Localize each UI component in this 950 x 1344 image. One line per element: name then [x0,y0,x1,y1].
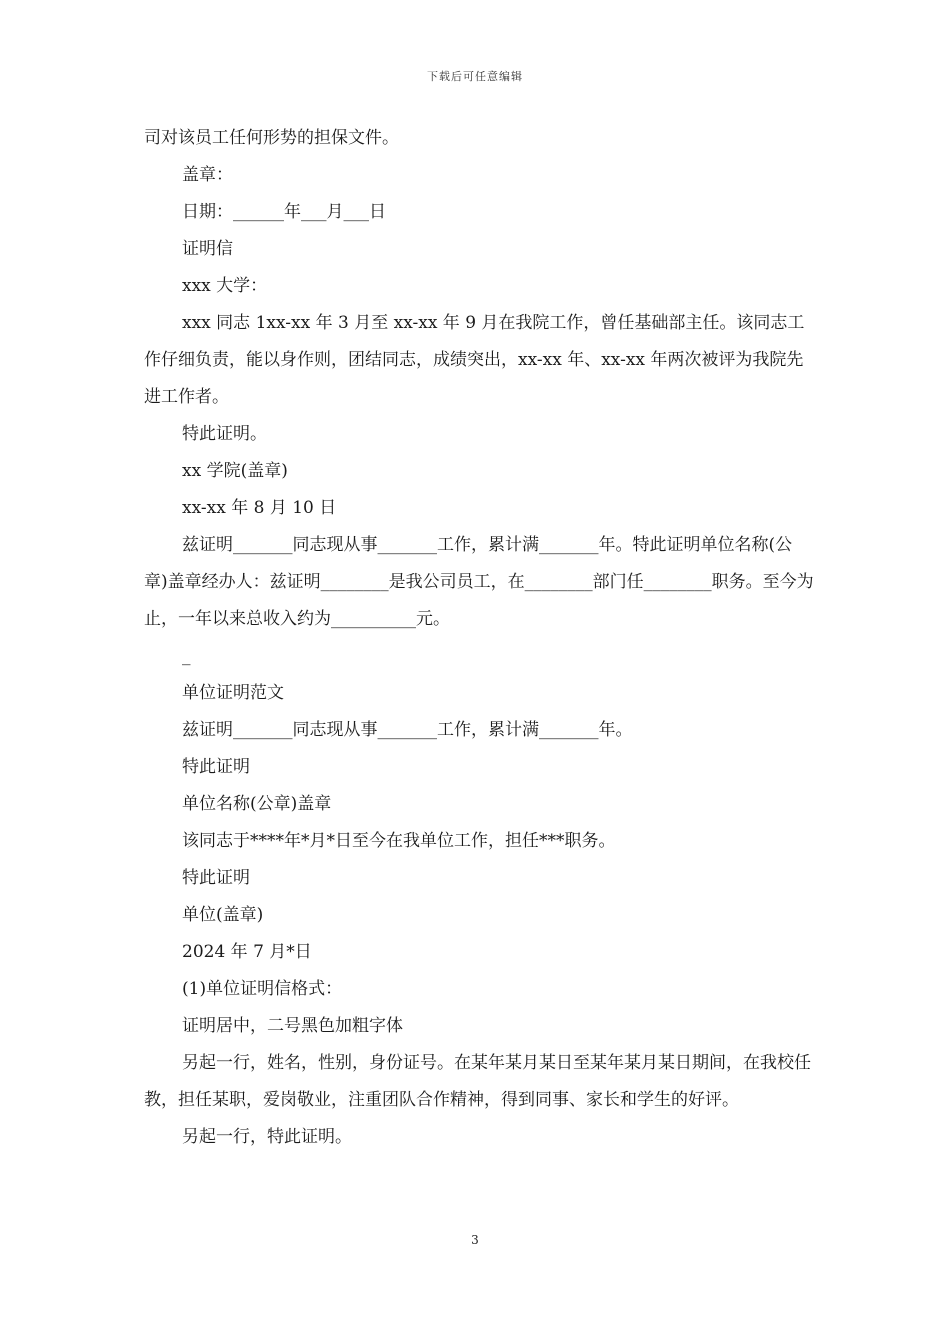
paragraph-college-date: xx-xx 年 8 月 10 日 [182,498,337,518]
paragraph-guarantee-continuation: 司对该员工任何形势的担保文件。 [144,128,399,148]
paragraph-sample-seal: 单位名称(公章)盖章 [182,794,332,814]
paragraph-format-body-rule: 另起一行，姓名，性别，身份证号。在某年某月某日至某年某月某日期间，在我校任教，担任某职，爱岗敬业，注重团队合作精神，得到同事、家长和学生的好评。 [144,1053,811,1110]
page-header-note: 下载后可任意编辑 [427,70,523,83]
paragraph-recipient: xxx 大学： [182,276,268,296]
paragraph-format-closing-rule: 另起一行，特此证明。 [182,1127,352,1147]
paragraph-income-certificate: 兹证明_______同志现从事_______工作，累计满_______年。特此证明单位名称(公章)盖章经办人：兹证明________是我公司员工，在________部门任________职务。至今为止，一年以来总收入约为__________元。 [144,535,814,629]
paragraph-format-title-rule: 证明居中，二号黑色加粗字体 [182,1016,403,1036]
paragraph-employment-body: xxx 同志 1xx-xx 年 3 月至 xx-xx 年 9 月在我院工作，曾任基础部主任。该同志工作仔细负责，能以身作则，团结同志，成绩突出，xx-xx 年、xx-xx 年两次被评为我院先进工作者。 [144,313,805,407]
paragraph-tenure-body: 该同志于****年*月*日至今在我单位工作，担任***职务。 [182,831,616,851]
paragraph-format-heading: (1)单位证明信格式： [182,979,343,999]
paragraph-sample-title: 单位证明范文 [182,683,284,703]
document-body [144,120,814,1156]
paragraph-tenure-certify: 特此证明 [182,868,250,888]
page-number: 3 [471,1233,479,1247]
paragraph-letter-title: 证明信 [182,239,233,259]
paragraph-blank-line: _ [182,646,191,666]
paragraph-sample-certify: 特此证明 [182,757,250,777]
paragraph-date: 日期：______年___月___日 [182,202,386,222]
paragraph-unit-date: 2024 年 7 月*日 [182,942,312,962]
paragraph-hereby-certify: 特此证明。 [182,424,267,444]
paragraph-seal: 盖章： [182,165,233,185]
paragraph-college-seal: xx 学院(盖章) [182,461,288,481]
paragraph-sample-body: 兹证明_______同志现从事_______工作，累计满_______年。 [182,720,633,740]
paragraph-unit-seal: 单位(盖章) [182,905,264,925]
